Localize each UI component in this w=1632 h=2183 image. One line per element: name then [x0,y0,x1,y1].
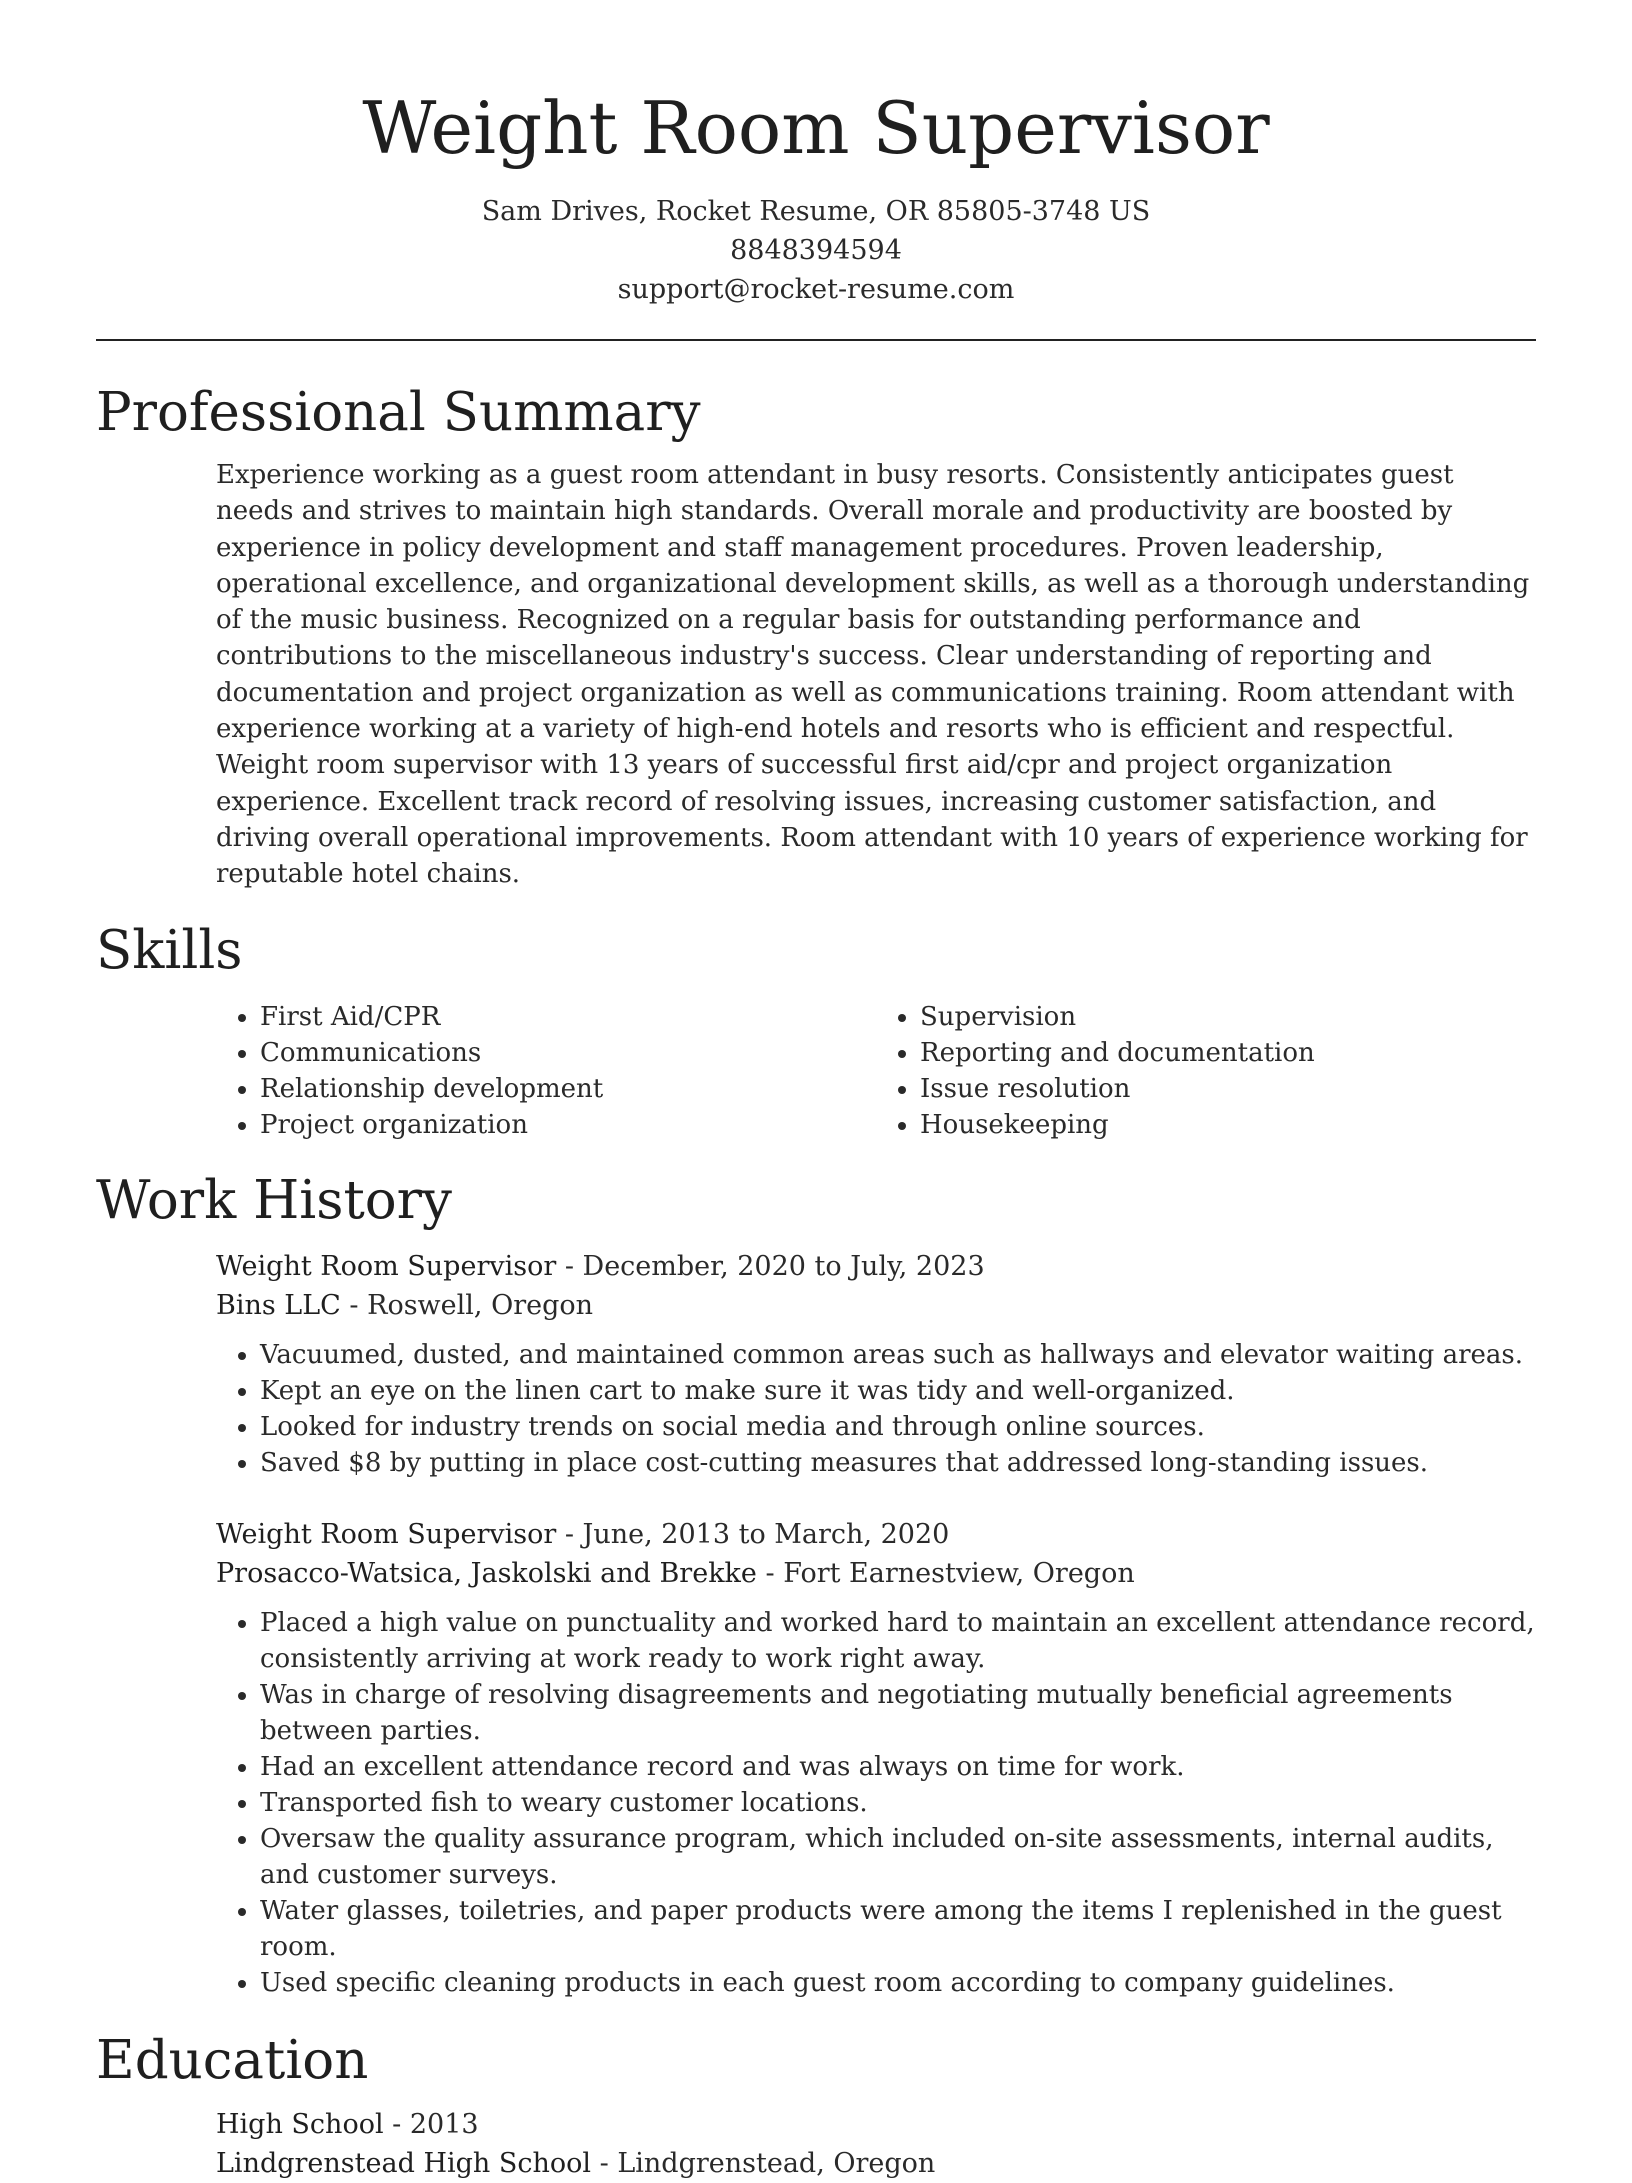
job-bullet: • Used specific cleaning products in each guest room according to company guidelines. [260,1965,1536,2001]
header-divider [96,339,1536,341]
education-school-line [216,2144,1536,2183]
job-title: Weight Room Supervisor [216,1518,557,1550]
job-title: Weight Room Supervisor [216,1250,557,1282]
skill-item: • Relationship development [260,1071,876,1107]
resume-title: Weight Room Supervisor [362,86,1270,170]
job-bullets [216,1337,1536,1481]
skill-item: • First Aid/CPR [260,999,876,1035]
resume-page [96,0,1536,2183]
job-location: - Roswell, Oregon [340,1289,594,1321]
education-heading: Education [96,2029,369,2091]
education-school: Lindgrenstead High School [216,2147,592,2179]
job-bullets [216,1605,1536,2001]
job-company: Bins LLC [216,1289,341,1321]
job-entry [216,1515,1536,2001]
job-bullet: • Had an excellent attendance record and was always on time for work. [260,1749,1536,1785]
job-dates: - June, 2013 to March, 2020 [556,1518,950,1550]
contact-phone: 8848394594 [730,235,902,266]
skills-list [216,999,1536,1143]
education-year: - 2013 [383,2108,479,2140]
work-history-heading: Work History [96,1169,452,1231]
summary-text: Experience working as a guest room attendant in busy resorts. Consistently anticipates guest needs and strives to maintain high standards. Overall morale and productivity are boosted by experience in policy development and staff management procedures. Proven leadership, operational excellence, and organizational development skills, as well as a thorough understanding of the music business. Recognized on a regular basis for outstanding performance and contributions to the miscellaneous industry's success. Clear understanding of reporting and documentation and project organization as well as communications training. Room attendant with experience working at a variety of high-end hotels and resorts who is efficient and respectful. Weight room supervisor with 13 years of successful first aid/cpr and project organization experience. Excellent track record of resolving issues, increasing customer satisfaction, and driving overall operational improvements. Room attendant with 10 years of experience working for reputable hotel chains. [216,460,1530,890]
job-company-line [216,1554,1536,1593]
job-bullet: • Vacuumed, dusted, and maintained common areas such as hallways and elevator waiting areas. [260,1337,1536,1373]
education-entry [216,2105,1536,2183]
education-degree-line [216,2105,1536,2144]
job-bullet: • Was in charge of resolving disagreements and negotiating mutually beneficial agreements between parties. [260,1677,1536,1749]
job-title-line [216,1247,1536,1286]
job-dates: - December, 2020 to July, 2023 [556,1250,985,1282]
job-company-line [216,1286,1536,1325]
job-location: - Fort Earnestview, Oregon [756,1557,1135,1589]
job-bullet: • Saved $8 by putting in place cost-cutting measures that addressed long-standing issues. [260,1445,1536,1481]
job-company: Prosacco-Watsica, Jaskolski and Brekke [216,1557,757,1589]
summary-heading: Professional Summary [96,382,701,443]
contact-block [96,192,1536,309]
job-bullet: • Water glasses, toiletries, and paper products were among the items I replenished in the guest room. [260,1893,1536,1965]
skills-column-right [876,999,1536,1143]
skills-column-left [216,999,876,1143]
contact-email: support@rocket-resume.com [617,274,1015,305]
job-bullet: • Transported fish to weary customer locations. [260,1785,1536,1821]
contact-address: Sam Drives, Rocket Resume, OR 85805-3748 US [481,196,1151,227]
skill-item: • Project organization [260,1107,876,1143]
job-title-line [216,1515,1536,1554]
job-bullet: • Oversaw the quality assurance program, which included on-site assessments, internal audits, and customer surveys. [260,1821,1536,1893]
skill-item: • Communications [260,1035,876,1071]
skill-item: • Reporting and documentation [920,1035,1536,1071]
skill-item: • Issue resolution [920,1071,1536,1107]
education-degree: High School [216,2108,384,2140]
job-bullet: • Placed a high value on punctuality and worked hard to maintain an excellent attendance record, consistently arriving at work ready to work right away. [260,1605,1536,1677]
education-location: - Lindgrenstead, Oregon [591,2147,936,2179]
job-bullet: • Kept an eye on the linen cart to make sure it was tidy and well-organized. [260,1373,1536,1409]
job-bullet: • Looked for industry trends on social media and through online sources. [260,1409,1536,1445]
job-entry [216,1247,1536,1481]
skill-item: • Supervision [920,999,1536,1035]
skill-item: • Housekeeping [920,1107,1536,1143]
skills-heading: Skills [96,919,243,981]
